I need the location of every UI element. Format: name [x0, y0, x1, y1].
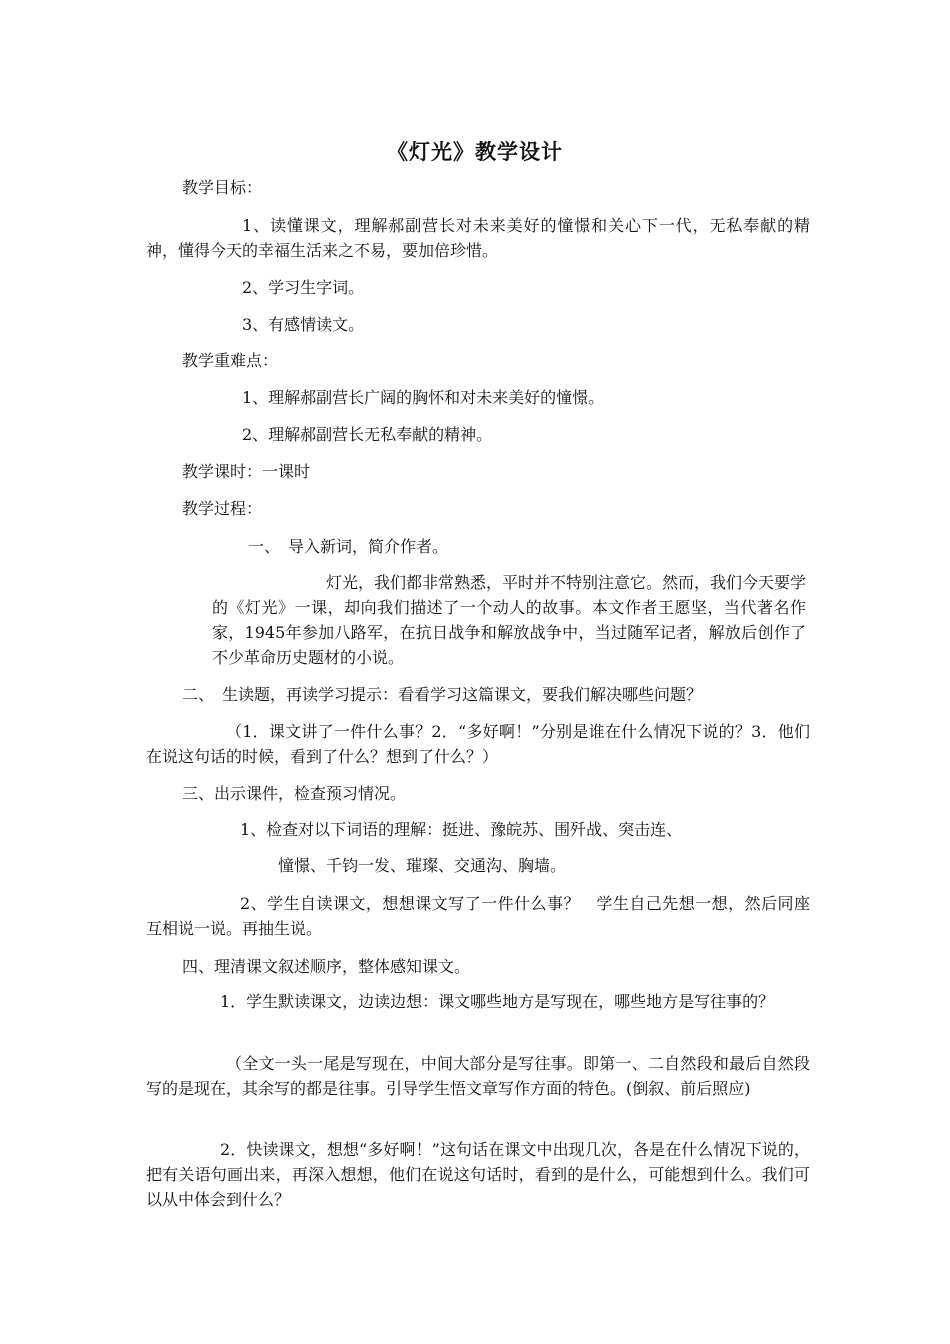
- step-4-heading: 四、理清课文叙述顺序，整体感知课文。: [182, 957, 471, 976]
- heading-key-points: 教学重难点：: [182, 351, 279, 370]
- step-1-intro: 灯光，我们都非常熟悉，平时并不特别注意它。然而，我们今天要学的《灯光》一课，却向我们描述了一个动人的故事。本文作者王愿坚，当代著名作家，1945年参加八路军，在抗日战争和解放战争中，当过随军记者，解放后创作了不少革命历史题材的小说。: [212, 573, 807, 667]
- heading-process: 教学过程：: [182, 499, 263, 518]
- step-4-task-2: 2．快读课文，想想“多好啊！”这句话在课文中出现几次，各是在什么情况下说的，把有关语句画出来，再深入想想，他们在说这句话时，看到的是什么，可能想到什么。我们可以从中体会到什么？: [146, 1140, 810, 1209]
- step-4-note: （全文一头一尾是写现在，中间大部分是写往事。即第一、二自然段和最后自然段写的是现在，其余写的都是往事。引导学生悟文章写作方面的特色。(倒叙、前后照应): [146, 1054, 810, 1098]
- step-3-vocab-2: 憧憬、千钧一发、璀璨、交通沟、胸墙。: [278, 856, 567, 875]
- heading-objectives: 教学目标：: [182, 178, 263, 197]
- step-1-heading: 一、 导入新词，简介作者。: [248, 537, 449, 556]
- objective-2: 2、学习生字词。: [242, 278, 365, 297]
- step-2-questions: （1．课文讲了一件什么事？2．“多好啊！”分别是谁在什么情况下说的？3．他们在说这句话的时候，看到了什么？想到了什么？）: [146, 722, 810, 766]
- step-3-heading: 三、出示课件，检查预习情况。: [182, 784, 407, 803]
- objective-1: 1、读懂课文，理解郝副营长对未来美好的憧憬和关心下一代，无私奉献的精神，懂得今天的幸福生活来之不易，要加倍珍惜。: [146, 216, 810, 260]
- key-point-2: 2、理解郝副营长无私奉献的精神。: [242, 425, 493, 444]
- step-3-vocab-1: 1、检查对以下词语的理解：挺进、豫皖苏、围歼战、突击连、: [240, 820, 683, 839]
- class-hours: 教学课时：一课时: [182, 462, 311, 481]
- step-2-heading: 二、 生读题，再读学习提示：看看学习这篇课文，要我们解决哪些问题？: [182, 685, 703, 704]
- objective-3: 3、有感情读文。: [242, 315, 365, 334]
- step-4-task-1: 1．学生默读课文，边读边想：课文哪些地方是写现在，哪些地方是写往事的？: [220, 992, 775, 1011]
- document-title: 《灯光》教学设计: [387, 140, 563, 164]
- step-3-reading: 2、学生自读课文，想想课文写了一件什么事？ 学生自己先想一想，然后同座互相说一说。再抽生说。: [146, 894, 810, 938]
- key-point-1: 1、理解郝副营长广阔的胸怀和对未来美好的憧憬。: [242, 388, 605, 407]
